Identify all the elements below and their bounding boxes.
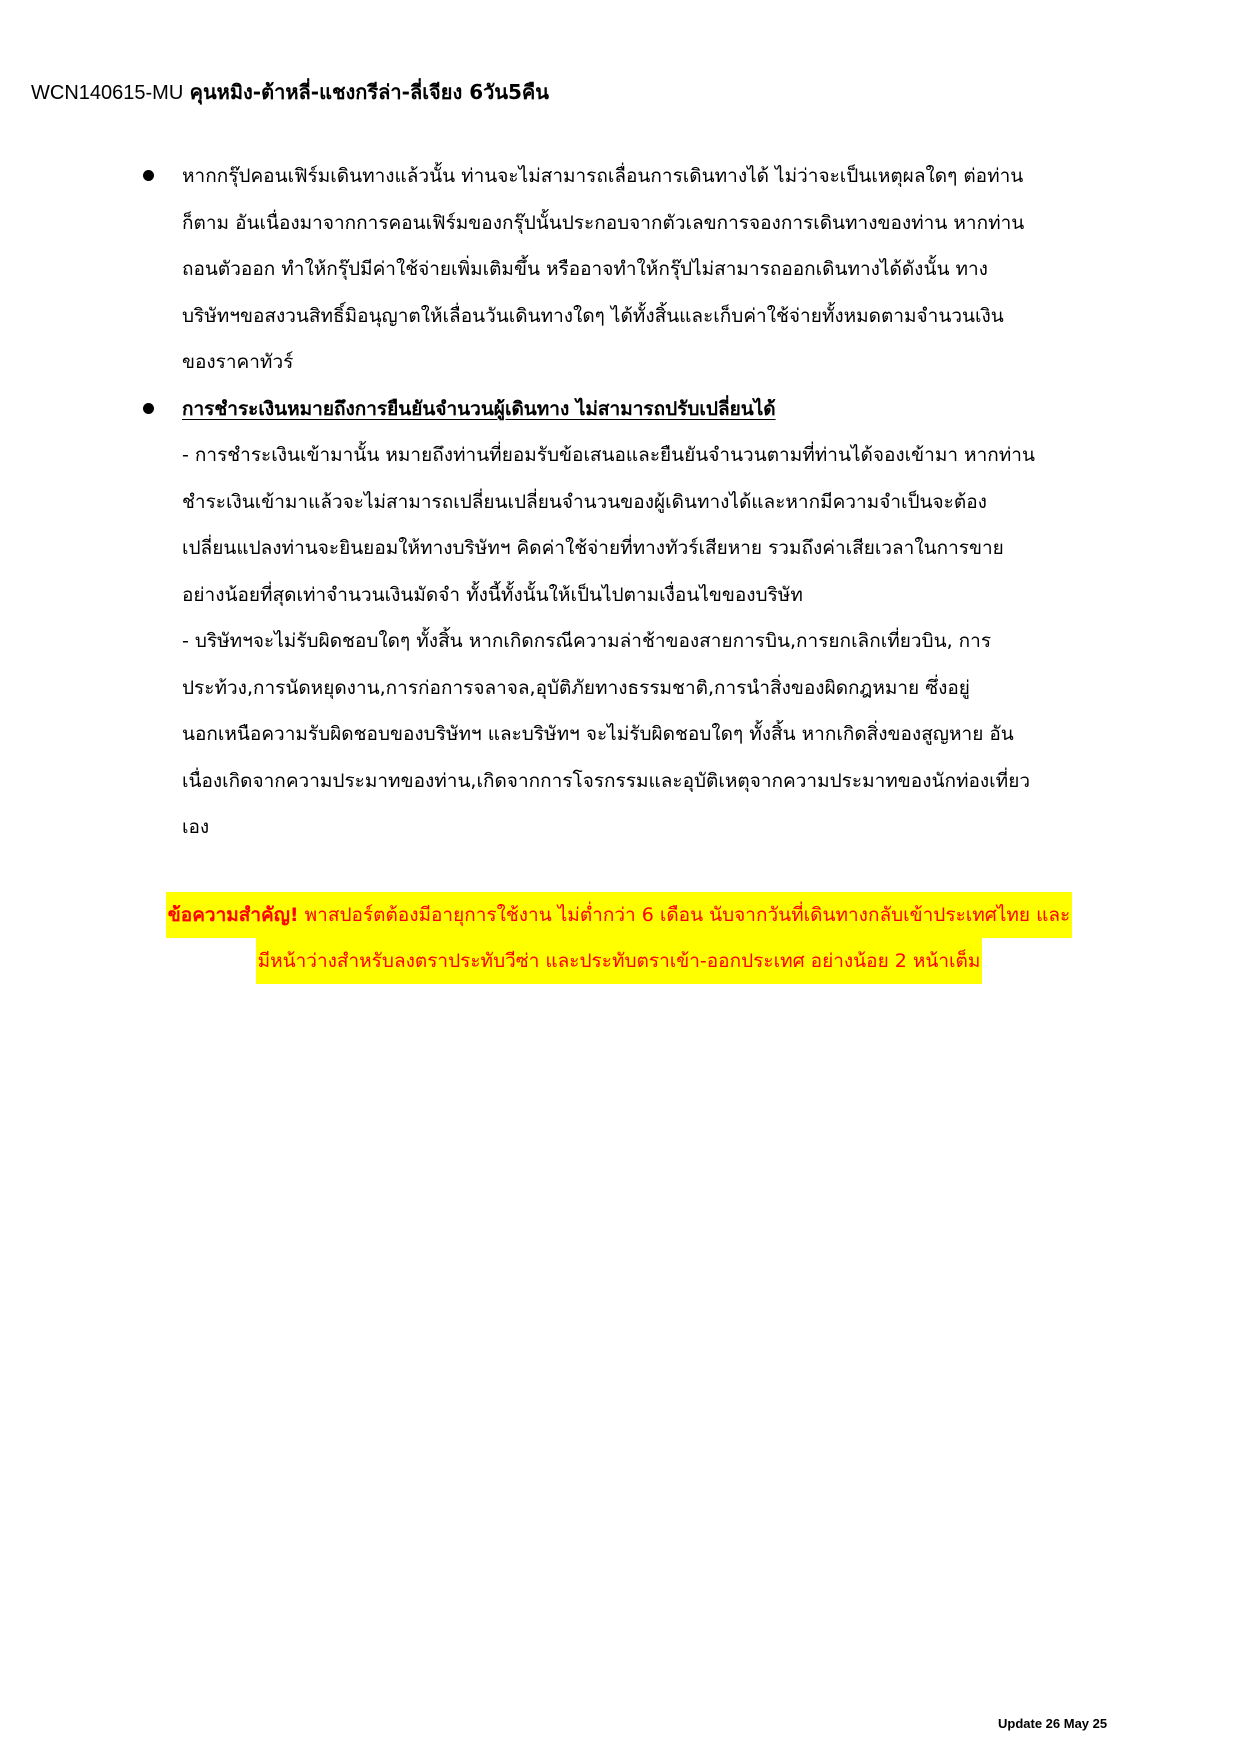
notice-line bbox=[256, 938, 983, 984]
terms-list bbox=[141, 153, 1141, 851]
term-line: เนื่องเกิดจากความประมาทของท่าน,เกิดจากการโจรกรรมและอุบัติเหตุจากความประมาทของนักท่องเที่ยว bbox=[182, 769, 1031, 792]
notice-label: ข้อความสำคัญ! bbox=[167, 904, 299, 926]
term-line: เอง bbox=[182, 816, 210, 838]
term-line: หากกรุ๊ปคอนเฟิร์มเดินทางแล้วนั้น ท่านจะไม่สามารถเลื่อนการเดินทางได้ ไม่ว่าจะเป็นเหตุผลใดๆ ต่อท่าน bbox=[182, 165, 1024, 187]
term-postpone bbox=[141, 153, 1141, 386]
term-line: อย่างน้อยที่สุดเท่าจำนวนเงินมัดจำ ทั้งนี้ทั้งนั้นให้เป็นไปตามเงื่อนไขของบริษัท bbox=[182, 583, 803, 606]
tour-name: คุนหมิง-ต้าหลี่-แชงกรีล่า-ลี่เจียง 6วัน5คืน bbox=[189, 80, 549, 104]
term-line: ชำระเงินเข้ามาแล้วจะไม่สามารถเปลี่ยนเปลี่ยนจำนวนของผู้เดินทางได้และหากมีความจำเป็นจะต้อง bbox=[182, 490, 987, 513]
term-line: เปลี่ยนแปลงท่านจะยินยอมให้ทางบริษัทฯ คิดค่าใช้จ่ายที่ทางทัวร์เสียหาย รวมถึงค่าเสียเวลาในการขาย bbox=[182, 537, 1004, 559]
term-line: ก็ตาม อันเนื่องมาจากการคอนเฟิร์มของกรุ๊ปนั้นประกอบจากตัวเลขการจองการเดินทางของท่าน หากท่าน bbox=[182, 211, 1025, 234]
term-line: - การชำระเงินเข้ามานั้น หมายถึงท่านที่ยอมรับข้อเสนอและยืนยันจำนวนตามที่ท่านได้จองเข้ามา หากท่าน bbox=[182, 444, 1035, 466]
bullet-icon bbox=[143, 170, 154, 181]
tour-code: WCN140615-MU bbox=[31, 82, 184, 104]
term-line: บริษัทฯขอสงวนสิทธิ์มิอนุญาตให้เลื่อนวันเดินทางใดๆ ได้ทั้งสิ้นและเก็บค่าใช้จ่ายทั้งหมดตามจำนวนเงิน bbox=[182, 304, 1004, 327]
term-line: ของราคาทัวร์ bbox=[182, 351, 294, 373]
document-title bbox=[31, 78, 549, 107]
notice-text: พาสปอร์ตต้องมีอายุการใช้งาน ไม่ต่ำกว่า 6 เดือน นับจากวันที่เดินทางกลับเข้าประเทศไทย และ bbox=[298, 904, 1071, 926]
notice-line bbox=[166, 892, 1072, 938]
term-payment bbox=[141, 386, 1141, 851]
term-line: - บริษัทฯจะไม่รับผิดชอบใดๆ ทั้งสิ้น หากเกิดกรณีความล่าช้าของสายการบิน,การยกเลิกเที่ยวบิน, การ bbox=[182, 630, 992, 652]
term-line: ประท้วง,การนัดหยุดงาน,การก่อการจลาจล,อุบัติภัยทางธรรมชาติ,การนำสิ่งของผิดกฎหมาย ซึ่งอยู่ bbox=[182, 676, 970, 699]
important-notice bbox=[109, 892, 1129, 984]
notice-text: มีหน้าว่างสำหรับลงตราประทับวีซ่า และประทับตราเข้า-ออกประเทศ อย่างน้อย 2 หน้าเต็ม bbox=[257, 950, 981, 972]
term-line: ถอนตัวออก ทำให้กรุ๊ปมีค่าใช้จ่ายเพิ่มเติมขึ้น หรืออาจทำให้กรุ๊ปไม่สามารถออกเดินทางได้ดังนั้น ทาง bbox=[182, 258, 988, 280]
bullet-icon bbox=[143, 403, 154, 414]
update-date: Update 26 May 25 bbox=[998, 1716, 1108, 1731]
term-heading: การชำระเงินหมายถึงการยืนยันจำนวนผู้เดินทาง ไม่สามารถปรับเปลี่ยนได้ bbox=[182, 397, 776, 420]
term-line: นอกเหนือความรับผิดชอบของบริษัทฯ และบริษัทฯ จะไม่รับผิดชอบใดๆ ทั้งสิ้น หากเกิดสิ่งของสูญหาย อัน bbox=[182, 723, 1014, 745]
